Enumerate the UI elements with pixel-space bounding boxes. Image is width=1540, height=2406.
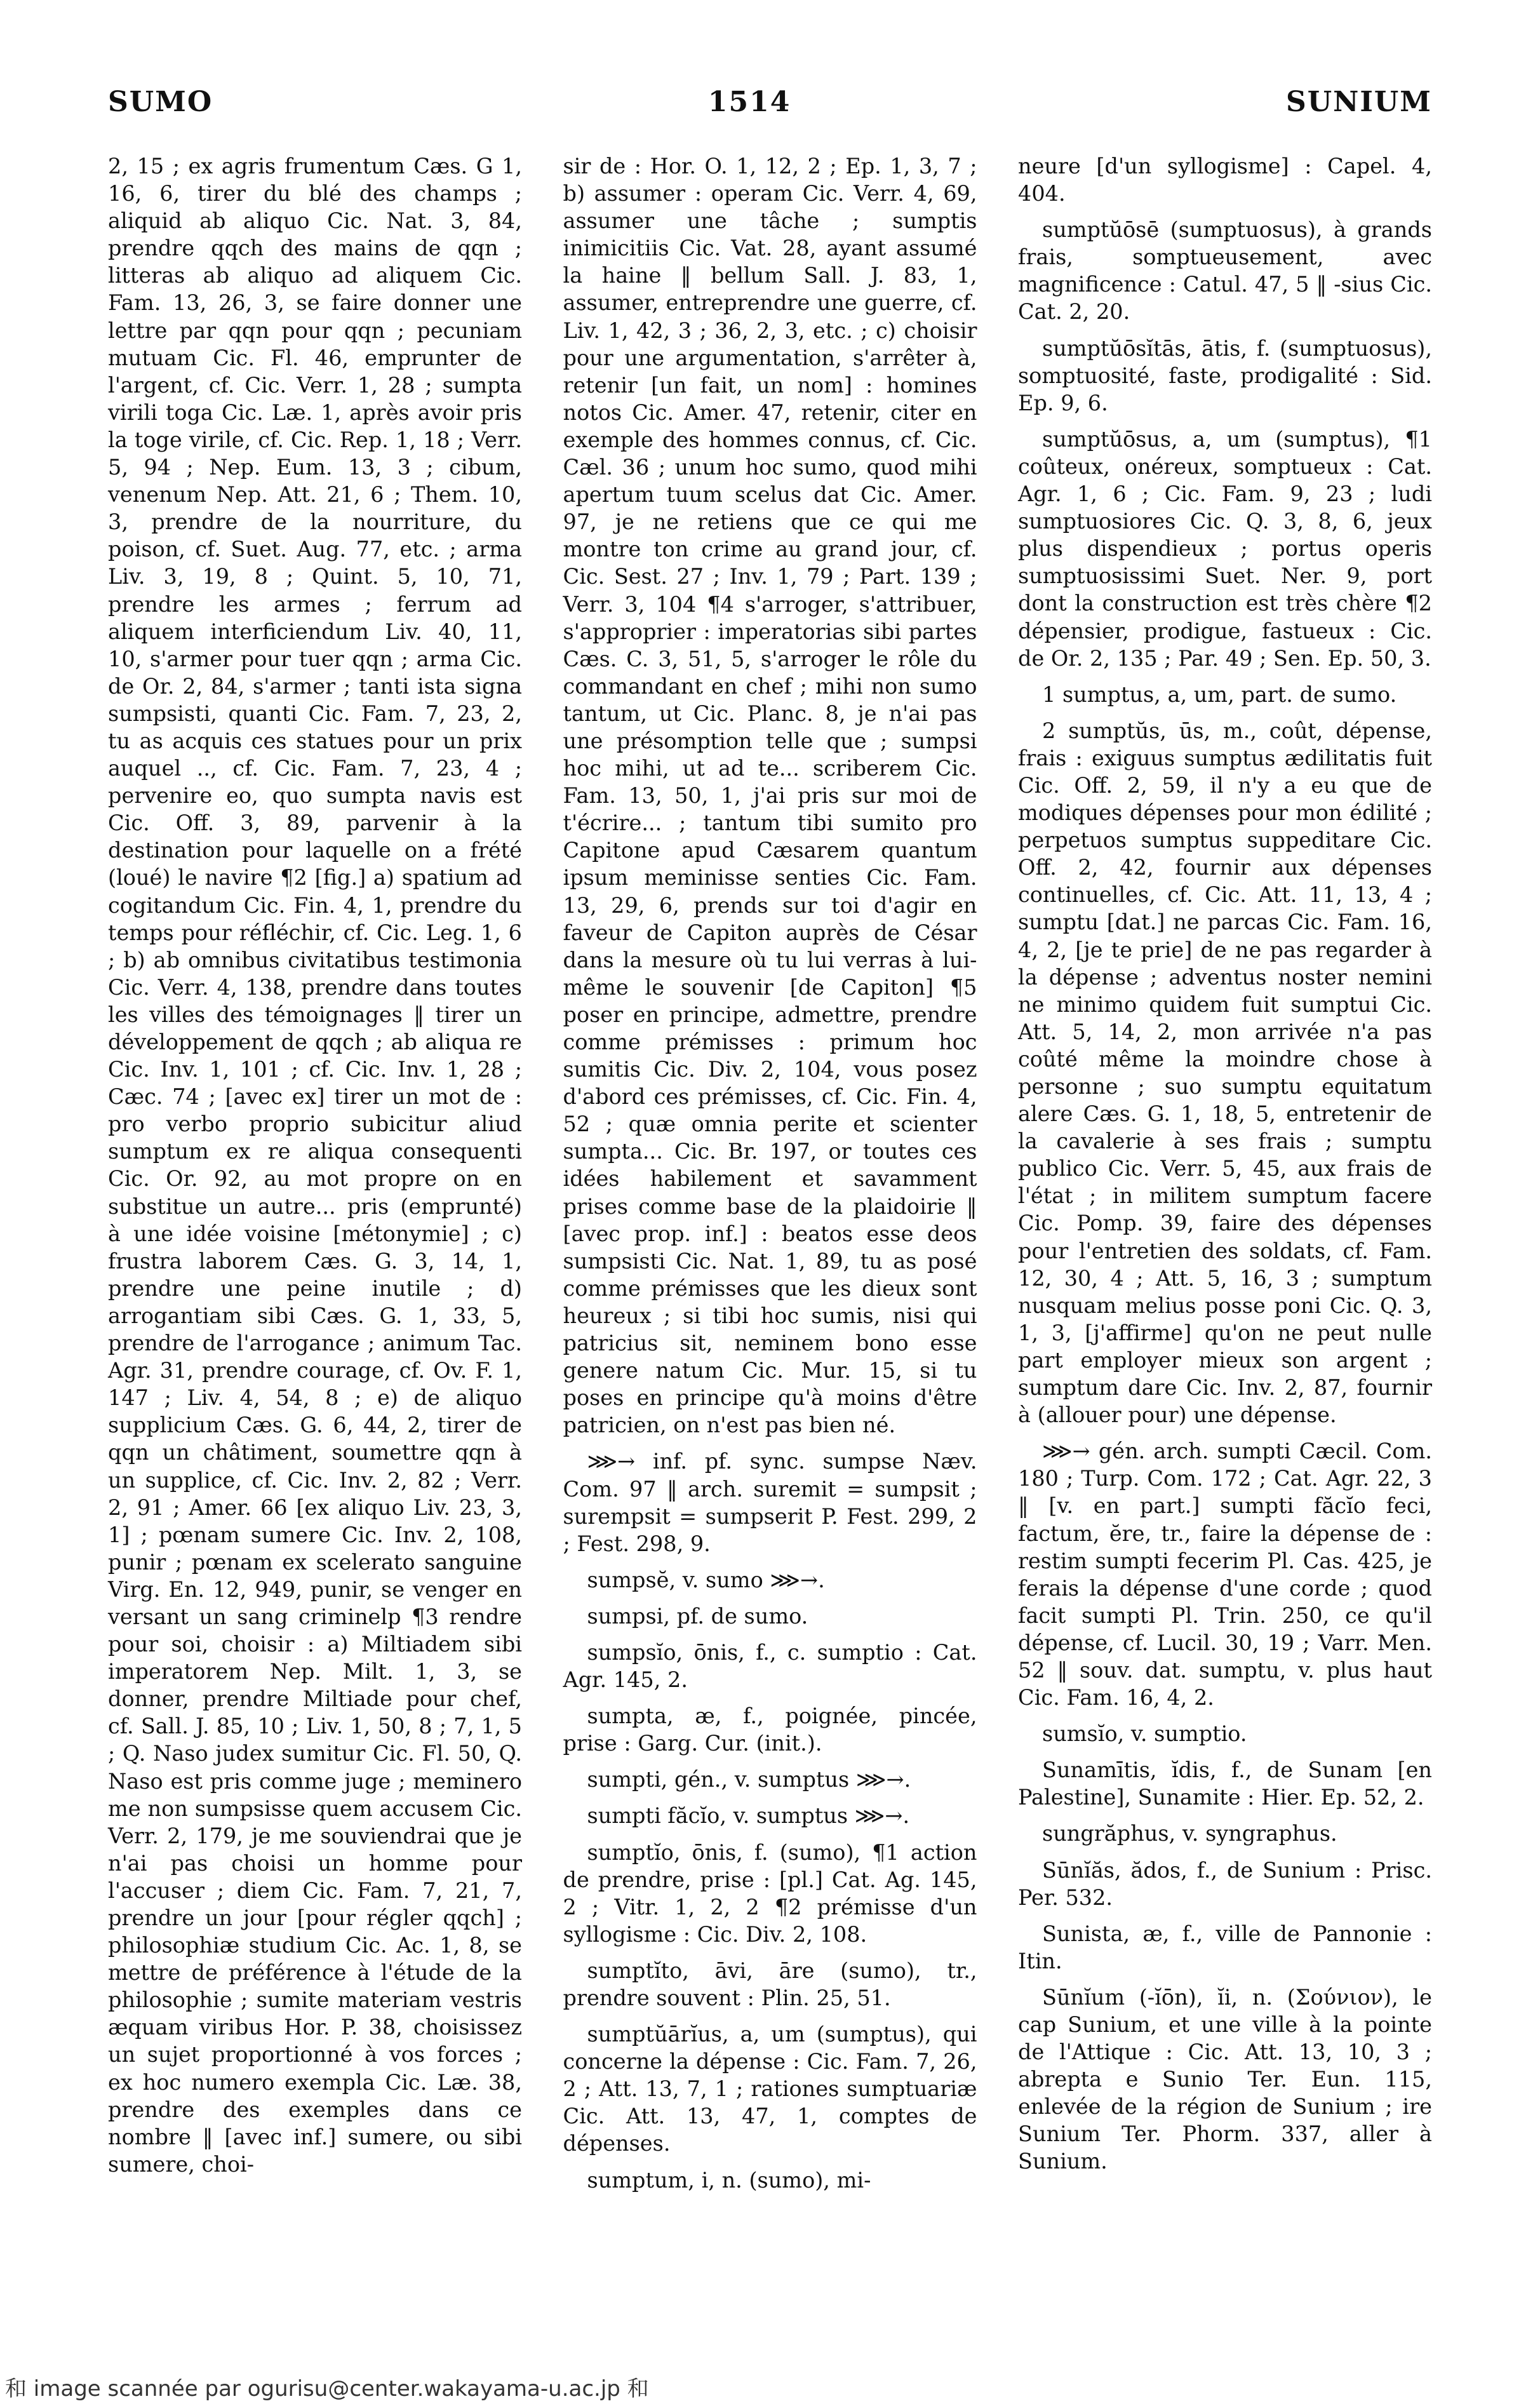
entry-text: sumptum, i, n. (sumo), mi- [587,2167,871,2193]
entry-text: ⋙→ gén. arch. sumpti Cæcil. Com. 180 ; Turp. Com. 172 ; Cat. Agr. 22, 3 ‖ [v. en part.] sumpti făcĭo feci, factum, ĕre, tr., faire la dépense de : restim sumpti fecerim Pl. Cas. 425, je ferais la dépense d'une corde ; quod facit sumpti Pl. Trin. 250, ce qu'il dépense, cf. Lucil. 30, 19 ; Varr. Men. 52 ‖ souv. dat. sumptu, v. plus haut Cic. Fam. 16, 4, 2. [1018,1439,1432,1710]
entry-text: neure [d'un syllogisme] : Capel. 4, 404. [1018,154,1432,206]
running-header [108,83,1432,121]
entry-text: sumptĭo, ōnis, f. (sumo), ¶1 action de prendre, prise : [pl.] Cat. Ag. 145, 2 ; Vitr. 1, 2, 2 ¶2 prémisse d'un syllogisme : Cic. Div. 2, 108. [563,1839,977,1947]
entry-text: Sunista, æ, f., ville de Pannonie : Itin. [1018,1921,1432,1973]
entry-text: sumptĭto, āvi, āre (sumo), tr., prendre souvent : Plin. 25, 51. [563,1958,977,2010]
entry-text: sumptŭōsus, a, um (sumptus), ¶1 coûteux, onéreux, somptueux : Cat. Agr. 1, 6 ; Cic. Fam. 9, 23 ; ludi sumptuosiores Cic. Q. 3, 8, 6, jeux plus dispendieux ; portus operis sumptuosissimi Suet. Ner. 9, port dont la construction est très chère ¶2 dépensier, prodigue, fastueux : Cic. de Or. 2, 135 ; Par. 49 ; Sen. Ep. 50, 3. [1018,426,1432,671]
scan-credit: 和 image scannée par ogurisu@center.wakayama-u.ac.jp 和 [5,2376,649,2402]
entry-text: sungrăphus, v. syngraphus. [1042,1821,1337,1846]
entry-text: Sunamītis, ĭdis, f., de Sunam [en Palestine], Sunamite : Hier. Ep. 52, 2. [1018,1757,1432,1810]
entry-text: 2 sumptŭs, ūs, m., coût, dépense, frais : exiguus sumptus ædilitatis fuit Cic. Off. 2, 59, il n'y a eu que de modiques dépenses pour mon édilité ; perpetuos sumptus suppeditare Cic. Off. 2, 42, fournir aux dépenses continuelles, cf. Cic. Att. 11, 13, 4 ; sumptu [dat.] ne parcas Cic. Fam. 16, 4, 2, [je te prie] de ne pas regarder à la dépense ; adventus noster nemini ne minimo quidem fuit sumptui Cic. Att. 5, 14, 2, mon arrivée n'a pas coûté même la moindre chose à personne ; suo sumptu equitatum alere Cæs. G. 1, 18, 5, entretenir de la cavalerie à ses frais ; sumptu publico Cic. Verr. 5, 45, aux frais de l'état ; in militem sumptum facere Cic. Pomp. 39, faire des dépenses pour l'entretien des soldats, cf. Fam. 12, 30, 4 ; Att. 5, 16, 3 ; sumptum nusquam melius posse poni Cic. Q. 3, 1, 3, [j'affirme] qu'on ne peut nulle part employer mieux son argent ; sumptum dare Cic. Inv. 2, 87, fournir à (allouer pour) une dépense. [1018,718,1432,1428]
page-number: 1514 [707,85,791,118]
entry-text: sumpsĕ, v. sumo ⋙→. [587,1567,825,1592]
entry-text: sumptŭōsē (sumptuosus), à grands frais, somptueusement, avec magnificence : Catul. 47, 5 ‖ -sius Cic. Cat. 2, 20. [1018,217,1432,325]
entry-text: Sūnĭum (-ĭōn), ĭi, n. (Σούνιον), le cap Sunium, et une ville à la pointe de l'Attique : Cic. Att. 13, 10, 3 ; abrepta e Sunio Ter. Eun. 115, enlevée de la région de Sunium ; ire Sunium Ter. Phorm. 337, aller à Sunium. [1018,1984,1432,2174]
column-1 [108,152,522,2337]
entry-text: Sūnĭăs, ădos, f., de Sunium : Prisc. Per. 532. [1018,1857,1432,1910]
entry-text: sumpti făcĭo, v. sumptus ⋙→. [587,1803,910,1829]
column-2 [563,152,977,2337]
entry-text: sumpti, gén., v. sumptus ⋙→. [587,1767,911,1792]
entry-text: sumsĭo, v. sumptio. [1042,1721,1247,1747]
entry-text: sumpsĭo, ōnis, f., c. sumptio : Cat. Agr. 145, 2. [563,1639,977,1693]
entry-text: sumpta, æ, f., poignée, pincée, prise : Garg. Cur. (init.). [563,1704,977,1756]
dictionary-columns [108,152,1432,2337]
entry-text: 2, 15 ; ex agris frumentum Cæs. G 1, 16, 6, tirer du blé des champs ; aliquid ab aliquo Cic. Nat. 3, 84, prendre qqch des mains de qqn ; litteras ab aliquo ad aliquem Cic. Fam. 13, 26, 3, se faire donner une lettre par qqn pour qqn ; pecuniam mutuam Cic. Fl. 46, emprunter de l'argent, cf. Cic. Verr. 1, 28 ; sumpta virili toga Cic. Læ. 1, après avoir pris la toge virile, cf. Cic. Rep. 1, 18 ; Verr. 5, 94 ; Nep. Eum. 13, 3 ; cibum, venenum Nep. Att. 21, 6 ; Them. 10, 3, prendre de la nourriture, du poison, cf. Suet. Aug. 77, etc. ; arma Liv. 3, 19, 8 ; Quint. 5, 10, 71, prendre les armes ; ferrum ad aliquem interficiendum Liv. 40, 11, 10, s'armer pour tuer qqn ; arma Cic. de Or. 2, 84, s'armer ; tanti ista signa sumpsisti, quanti Cic. Fam. 7, 23, 2, tu as acquis ces statues pour un prix auquel .., cf. Cic. Fam. 7, 23, 4 ; pervenire eo, quo sumpta navis est Cic. Off. 3, 89, parvenir à la destination pour laquelle on a frété (loué) le navire ¶2 [fig.] a) spatium ad cogitandum Cic. Fin. 4, 1, prendre du temps pour réfléchir, cf. Cic. Leg. 1, 6 ; b) ab omnibus civitatibus testimonia Cic. Verr. 4, 138, prendre dans toutes les villes des témoignages ‖ tirer un développement de qqch ; ab aliqua re Cic. Inv. 1, 101 ; cf. Cic. Inv. 1, 28 ; Cæc. 74 ; [avec ex] tirer un mot de : pro verbo proprio subicitur aliud sumptum ex re aliqua consequenti Cic. Or. 92, au mot propre on en substitue un autre... pris (emprunté) à une idée voisine [métonymie] ; c) frustra laborem Cæs. G. 3, 14, 1, prendre une peine inutile ; d) arrogantiam sibi Cæs. G. 1, 33, 5, prendre de l'arrogance ; animum Tac. Agr. 31, prendre courage, cf. Ov. F. 1, 147 ; Liv. 4, 54, 8 ; e) de aliquo supplicium Cæs. G. 6, 44, 2, tirer de qqn un châtiment, soumettre qqn à un supplice, cf. Cic. Inv. 2, 82 ; Verr. 2, 91 ; Amer. 66 [ex aliquo Liv. 23, 3, 1] ; pœnam sumere Cic. Inv. 2, 108, punir ; pœnam ex scelerato sanguine Virg. En. 12, 949, punir, se venger en versant un sang criminelp ¶3 rendre pour soi, choisir : a) Miltiadem sibi imperatorem Nep. Milt. 1, 3, se donner, prendre Miltiade pour chef, cf. Sall. J. 85, 10 ; Liv. 1, 50, 8 ; 7, 1, 5 ; Q. Naso judex sumitur Cic. Fl. 50, Q. Naso est pris comme juge ; meminero me non sumpsisse quem accusem Cic. Verr. 2, 179, je me souviendrai que je n'ai pas choisi un homme pour l'accuser ; diem Cic. Fam. 7, 21, 7, prendre un jour [pour régler qqch] ; philosophiæ studium Cic. Ac. 1, 8, se mettre de préférence à l'étude de la philosophie ; sumite materiam vestris æquam viribus Hor. P. 38, choisissez un sujet proportionné à vos forces ; ex hoc numero exempla Cic. Læ. 38, prendre des exemples dans ce nombre ‖ [avec inf.] sumere, ou sibi sumere, choi- [108,154,522,2177]
entry-text: sir de : Hor. O. 1, 12, 2 ; Ep. 1, 3, 7 ; b) assumer : operam Cic. Verr. 4, 69, assumer une tâche ; sumptis inimicitiis Cic. Vat. 28, ayant assumé la haine ‖ bellum Sall. J. 83, 1, assumer, entreprendre une guerre, cf. Liv. 1, 42, 3 ; 36, 2, 3, etc. ; c) choisir pour une argumentation, s'arrêter à, retenir [un fait, un nom] : homines notos Cic. Amer. 47, retenir, citer en exemple des hommes connus, cf. Cic. Cæl. 36 ; unum hoc sumo, quod mihi apertum tuum scelus dat Cic. Amer. 97, je ne retiens que ce qui me montre ton crime au grand jour, cf. Cic. Sest. 27 ; Inv. 1, 79 ; Part. 139 ; Verr. 3, 104 ¶4 s'arroger, s'attribuer, s'approprier : imperatorias sibi partes Cæs. C. 3, 51, 5, s'arroger le rôle du commandant en chef ; mihi non sumo tantum, ut Cic. Planc. 8, je n'ai pas une présomption telle que ; sumpsi hoc mihi, ut ad te... scriberem Cic. Fam. 13, 50, 1, j'ai pris sur moi de t'écrire... ; tantum tibi sumito pro Capitone apud Cæsarem quantum ipsum meminisse senties Cic. Fam. 13, 29, 6, prends sur toi d'agir en faveur de Capiton auprès de César dans la mesure où tu lui verras à lui-même le souvenir [de Capiton] ¶5 poser en principe, admettre, prendre comme prémisses : primum hoc sumitis Cic. Div. 2, 104, vous posez d'abord ces prémisses, cf. Cic. Fin. 4, 52 ; quæ omnia perite et scienter sumpta... Cic. Br. 197, or toutes ces idées habilement et savamment prises comme base de la plaidoirie ‖ [avec prop. inf.] : beatos esse deos sumpsisti Cic. Nat. 1, 89, tu as posé comme prémisses que les dieux sont heureux ; si tibi hoc sumis, nisi qui patricius sit, neminem bono esse genere natum Cic. Mur. 15, si tu poses en principe qu'à moins d'être patricien, on n'est pas bien né. [563,154,977,1438]
column-3 [1018,152,1432,2337]
header-right-guideword: SUNIUM [1285,85,1432,118]
entry-text: ⋙→ inf. pf. sync. sumpse Næv. Com. 97 ‖ arch. suremit = sumpsit ; surempsit = sumpserit P. Fest. 299, 2 ; Fest. 298, 9. [563,1449,977,1556]
entry-text: sumptŭārĭus, a, um (sumptus), qui concerne la dépense : Cic. Fam. 7, 26, 2 ; Att. 13, 7, 1 ; rationes sumptuariæ Cic. Att. 13, 47, 1, comptes de dépenses. [563,2022,977,2156]
entry-text: sumpsi, pf. de sumo. [587,1603,808,1629]
header-left-guideword: SUMO [108,85,213,118]
entry-text: 1 sumptus, a, um, part. de sumo. [1042,682,1397,707]
entry-text: sumptŭōsĭtās, ātis, f. (sumptuosus), somptuosité, faste, prodigalité : Sid. Ep. 9, 6. [1018,335,1432,415]
